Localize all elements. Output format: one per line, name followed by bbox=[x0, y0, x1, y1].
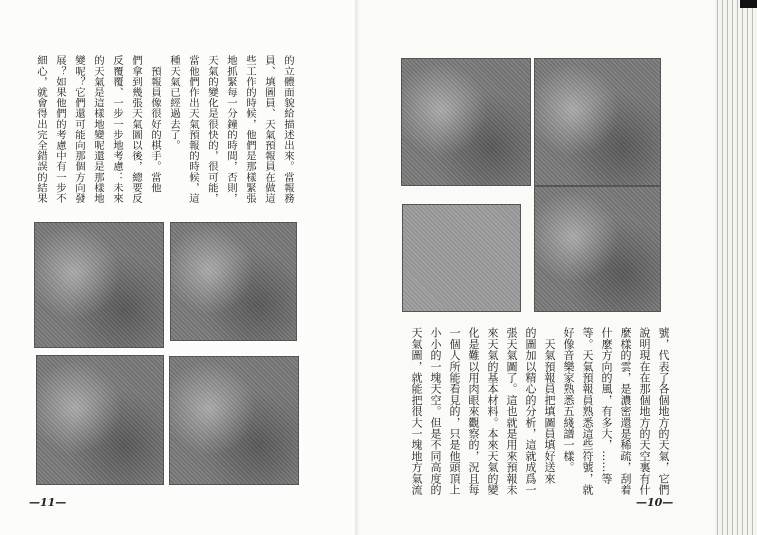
text-column: 些工作的時候，他們是那樣緊張 bbox=[244, 55, 256, 204]
photo-map-plotting bbox=[34, 222, 164, 348]
page-edge-stack bbox=[715, 0, 757, 535]
text-column: 說明現在在那個地方的天空裏有什 bbox=[638, 327, 651, 495]
text-column: 的立體面貌給描述出來。當報務 bbox=[282, 55, 294, 204]
text-column: 們拿到幾張天氣圖以後，總要反 bbox=[130, 55, 142, 204]
text-column: 小小的一塊天空。但是不同高度的 bbox=[429, 327, 442, 495]
text-column: 變呢？它們還可能向那個方向發 bbox=[73, 55, 85, 204]
text-column: 員、填圖員、天氣預報員在做這 bbox=[263, 55, 275, 204]
text-column: 來天氣的基本材料。本來天氣的變 bbox=[486, 327, 499, 495]
photo-radio-mast bbox=[402, 204, 521, 312]
text-column: 細心，就會得出完全錯誤的結果 bbox=[35, 55, 47, 204]
text-column: 預報員像很好的棋手。當他 bbox=[149, 55, 161, 193]
text-column: 反覆覆、一步一步地考慮：未來 bbox=[111, 55, 123, 204]
text-column: 一個人所能看見的，只是他頭頂上 bbox=[448, 327, 461, 495]
text-column: 號，代表了各個地方的天氣，它們 bbox=[657, 327, 670, 495]
book-gutter bbox=[355, 0, 359, 535]
text-column: 的天氣是這樣地變呢還是那樣地 bbox=[92, 55, 104, 204]
text-column: 的圖加以精心的分析，這就成爲一 bbox=[524, 327, 537, 495]
scan-corner-shadow bbox=[740, 0, 757, 8]
text-column: 當他們作出天氣預報的時候，這 bbox=[187, 55, 199, 204]
text-column: 張天氣圖了。這也就是用來預報未 bbox=[505, 327, 518, 495]
text-column: 化是難以用肉眼來觀察的，況且每 bbox=[467, 327, 480, 495]
photo-instrument-station bbox=[170, 222, 297, 341]
text-column: 種天氣已經過去了。 bbox=[168, 55, 180, 151]
right-page-text bbox=[401, 327, 673, 499]
text-column: 好像音樂家熟悉五綫譜一樣。 bbox=[562, 327, 575, 473]
text-column: 地抓緊每一分鐘的時間，否則， bbox=[225, 55, 237, 204]
text-column: 等。天氣預報員熟悉這些符號，就 bbox=[581, 327, 594, 495]
page-number-right: —10— bbox=[636, 496, 674, 509]
left-page-text bbox=[29, 55, 297, 215]
photo-observer-kneeling bbox=[401, 58, 531, 186]
photo-wind-vane bbox=[534, 58, 661, 186]
photo-forecasters-at-table bbox=[36, 355, 164, 485]
text-column: 展？如果他們的考慮中有一步不 bbox=[54, 55, 66, 204]
text-column: 天氣預報員把填圖員填好送來 bbox=[543, 327, 556, 484]
text-column: 天氣圖，就能把很大一塊地方氣流 bbox=[410, 327, 423, 495]
photo-forecaster-office bbox=[169, 356, 299, 485]
page-number-left: —11— bbox=[29, 496, 67, 509]
text-column: 麼樣的雲，是濃密還是稀疏，刮着 bbox=[619, 327, 632, 495]
text-column: 天氣的變化是很快的，很可能， bbox=[206, 55, 218, 204]
photo-rain-gauge bbox=[534, 186, 661, 312]
text-column: 什麼方向的風，有多大，……等 bbox=[600, 327, 613, 484]
